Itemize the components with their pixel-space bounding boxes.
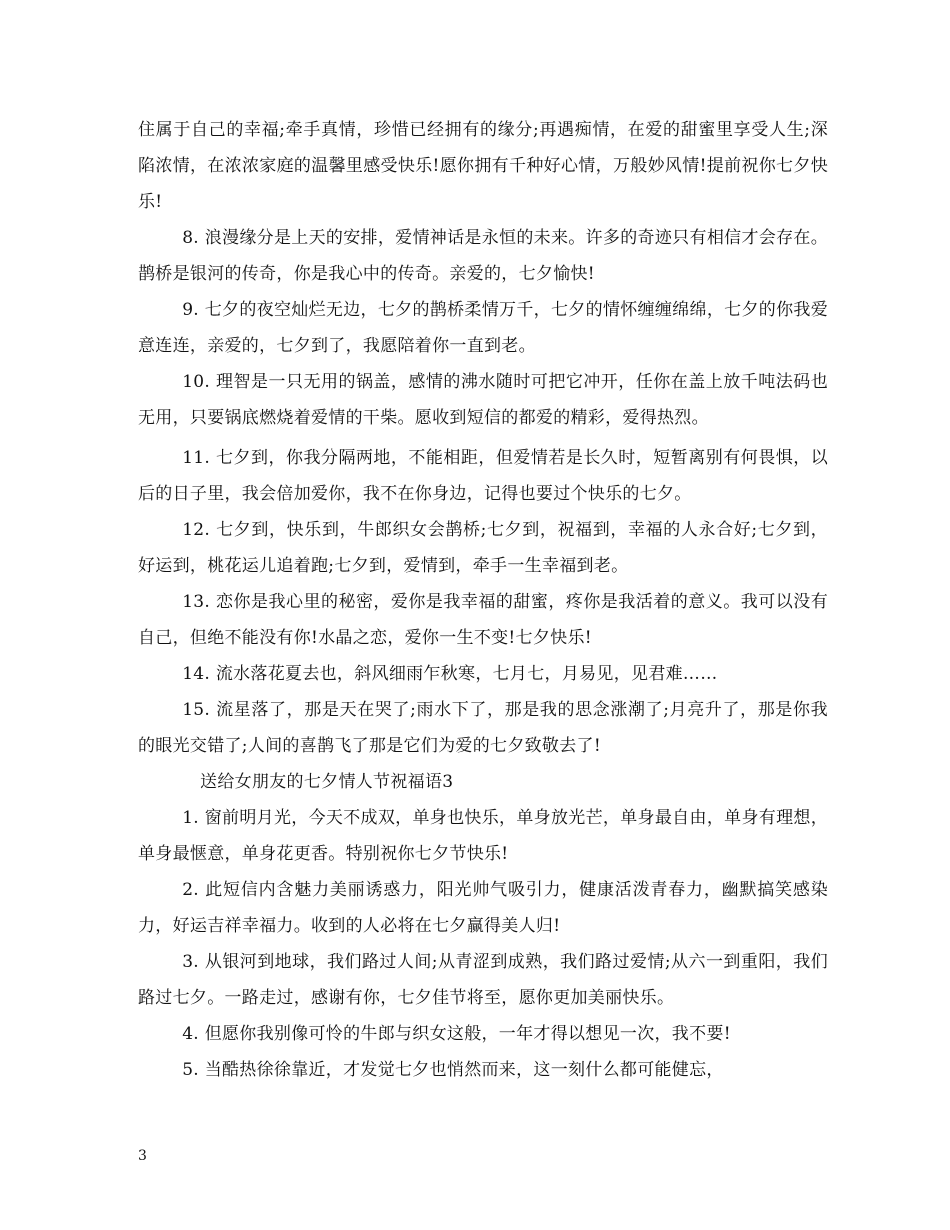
paragraph-item-10: 10. 理智是一只无用的锅盖，感情的沸水随时可把它冲开，任你在盖上放千吨法码也无用，只要锅底燃烧着爱情的干柴。愿收到短信的都爱的精彩，爱得热烈。: [138, 372, 828, 428]
paragraph-continued: 住属于自己的幸福;牵手真情，珍惜已经拥有的缘分;再遇痴情，在爱的甜蜜里享受人生;深陷浓情，在浓浓家庭的温馨里感受快乐!愿你拥有千种好心情，万般妙风情!提前祝你七夕快乐!: [138, 120, 828, 212]
section-paragraph-2: 2. 此短信内含魅力美丽诱惑力，阳光帅气吸引力，健康活泼青春力，幽默搞笑感染力，好运吉祥幸福力。收到的人必将在七夕赢得美人归!: [138, 880, 828, 936]
paragraph-item-14: 14. 流水落花夏去也，斜风细雨乍秋寒，七月七，月易见，见君难……: [182, 664, 718, 684]
section-paragraph-5: 5. 当酷热徐徐靠近，才发觉七夕也悄然而来，这一刻什么都可能健忘，: [182, 1060, 724, 1080]
section-paragraph-1: 1. 窗前明月光，今天不成双，单身也快乐，单身放光芒，单身最自由，单身有理想，单身最惬意，单身花更香。特别祝你七夕节快乐!: [138, 808, 828, 864]
page-number: 3: [138, 1148, 147, 1164]
section-paragraph-4: 4. 但愿你我别像可怜的牛郎与织女这般，一年才得以想见一次，我不要!: [182, 1024, 731, 1044]
paragraph-item-15: 15. 流星落了，那是天在哭了;雨水下了，那是我的思念涨潮了;月亮升了，那是你我的眼光交错了;人间的喜鹊飞了那是它们为爱的七夕致敬去了!: [138, 700, 828, 756]
paragraph-item-13: 13. 恋你是我心里的秘密，爱你是我幸福的甜蜜，疼你是我活着的意义。我可以没有自己，但绝不能没有你!水晶之恋，爱你一生不变!七夕快乐!: [138, 592, 828, 648]
paragraph-item-12: 12. 七夕到，快乐到，牛郎织女会鹊桥;七夕到，祝福到，幸福的人永合好;七夕到，好运到，桃花运儿追着跑;七夕到，爱情到，牵手一生幸福到老。: [138, 520, 828, 576]
section-heading: 送给女朋友的七夕情人节祝福语3: [200, 772, 454, 792]
paragraph-item-8: 8. 浪漫缘分是上天的安排，爱情神话是永恒的未来。许多的奇迹只有相信才会存在。鹊桥是银河的传奇，你是我心中的传奇。亲爱的，七夕愉快!: [138, 228, 828, 284]
paragraph-item-11: 11. 七夕到，你我分隔两地，不能相距，但爱情若是长久时，短暂离别有何畏惧，以后的日子里，我会倍加爱你，我不在你身边，记得也要过个快乐的七夕。: [138, 448, 828, 504]
document-body: [138, 112, 828, 1088]
paragraph-item-9: 9. 七夕的夜空灿烂无边，七夕的鹊桥柔情万千，七夕的情怀缠缠绵绵，七夕的你我爱意连连，亲爱的，七夕到了，我愿陪着你一直到老。: [138, 300, 828, 356]
section-paragraph-3: 3. 从银河到地球，我们路过人间;从青涩到成熟，我们路过爱情;从六一到重阳，我们路过七夕。一路走过，感谢有你，七夕佳节将至，愿你更加美丽快乐。: [138, 952, 828, 1008]
